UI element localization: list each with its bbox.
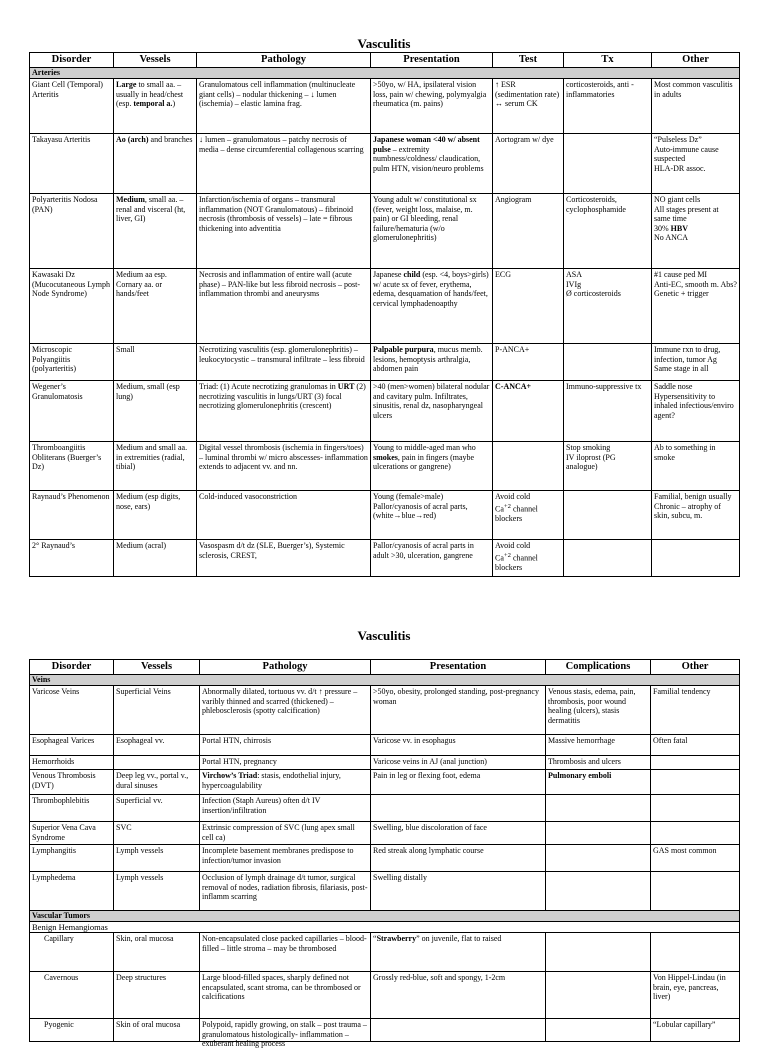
- table-row: [30, 194, 740, 269]
- table-row: [30, 540, 740, 577]
- cell-disorder: Giant Cell (Temporal) Arteritis: [30, 79, 114, 134]
- cell-pathology: Incomplete basement membranes predispose to infection/tumor invasion: [200, 845, 371, 872]
- cell-complications: Thrombosis and ulcers: [546, 756, 651, 770]
- table-row: [30, 269, 740, 344]
- cell-presentation: >50yo, w/ HA, ipsilateral vision loss, pain w/ chewing, polymyalgia rheumatica (m. pains): [371, 79, 493, 134]
- header-vessels: Vessels: [114, 53, 197, 68]
- cell-pathology: Virchow’s Triad: stasis, endothelial injury, hypercoagulability: [200, 770, 371, 795]
- cell-vessels: Medium (esp digits, nose, ears): [114, 491, 197, 540]
- cell-pathology: Granulomatous cell inflammation (multinucleate giant cells) – nodular thickening – ↓ lumen (ischemia) – elastic lamina frag.: [197, 79, 371, 134]
- cell-test: Avoid cold $Ca^{+2}$ channel blockers: [493, 491, 564, 540]
- cell-test: Aortogram w/ dye: [493, 134, 564, 194]
- header-vessels: Vessels: [114, 660, 200, 675]
- section-row-vascular-tumors: [30, 911, 740, 922]
- cell-pathology: Portal HTN, chirrosis: [200, 735, 371, 756]
- cell-disorder: Lymphangitis: [30, 845, 114, 872]
- cell-other: Familial, benign usually Chronic – atrophy of skin, subcu, m.: [652, 491, 740, 540]
- table-row: [30, 795, 740, 822]
- cell-disorder: Hemorrhoids: [30, 756, 114, 770]
- cell-test: ECG: [493, 269, 564, 344]
- cell-vessels: Small: [114, 344, 197, 381]
- cell-other: GAS most common: [651, 845, 740, 872]
- cell-other: [652, 540, 740, 577]
- subsection-row-benign-hemangiomas: [30, 922, 740, 933]
- cell-presentation: Swelling, blue discoloration of face: [371, 822, 546, 845]
- section-label: Arteries: [30, 68, 740, 79]
- cell-other: NO giant cells All stages present at same time 30% HBV No ANCA: [652, 194, 740, 269]
- cell-disorder: Capillary: [30, 933, 114, 972]
- cell-complications: Massive hemorrhage: [546, 735, 651, 756]
- table-row: [30, 686, 740, 735]
- cell-vessels: Medium (acral): [114, 540, 197, 577]
- cell-disorder: Polyarteritis Nodosa (PAN): [30, 194, 114, 269]
- cell-pathology: Digital vessel thrombosis (ischemia in fingers/toes) – luminal thrombi w/ micro abscesses- inflammation extends to adjacent vv. and nn.: [197, 442, 371, 491]
- cell-tx: ASA IVIg Ø corticosteroids: [564, 269, 652, 344]
- cell-pathology: Cold-induced vasoconstriction: [197, 491, 371, 540]
- table-header-row: [30, 53, 740, 68]
- cell-vessels: Large to small aa. – usually in head/chest (esp. temporal a.): [114, 79, 197, 134]
- cell-disorder: Lymphedema: [30, 872, 114, 911]
- cell-presentation: Japanese woman <40 w/ absent pulse – extremity numbness/coldness/ claudication, pulm HTN, vision/neuro problems: [371, 134, 493, 194]
- cell-pathology: Portal HTN, pregnancy: [200, 756, 371, 770]
- cell-vessels: Deep structures: [114, 972, 200, 1019]
- header-complications: Complications: [546, 660, 651, 675]
- cell-disorder: Microscopic Polyangiitis (polyarteritis): [30, 344, 114, 381]
- cell-other: Ab to something in smoke: [652, 442, 740, 491]
- section-label: Veins: [30, 675, 740, 686]
- table-row: [30, 933, 740, 972]
- cell-other: [651, 933, 740, 972]
- cell-disorder: Esophageal Varices: [30, 735, 114, 756]
- cell-presentation: Young (female>male) Pallor/cyanosis of acral parts, (white→blue→red): [371, 491, 493, 540]
- cell-presentation: [371, 795, 546, 822]
- table-row: [30, 491, 740, 540]
- cell-pathology: Extrinsic compression of SVC (lung apex small cell ca): [200, 822, 371, 845]
- cell-disorder: Varicose Veins: [30, 686, 114, 735]
- header-presentation: Presentation: [371, 53, 493, 68]
- table-row: [30, 344, 740, 381]
- cell-pathology: Abnormally dilated, tortuous vv. d/t ↑ pressure – varibly thinned and scarred (thickened) – phlebosclerosis (spotty calcification): [200, 686, 371, 735]
- subsection-label: Benign Hemangiomas: [30, 922, 740, 933]
- cell-presentation: >50yo, obesity, prolonged standing, post-pregnancy woman: [371, 686, 546, 735]
- cell-pathology: Necrosis and inflammation of entire wall (acute phase) – PAN-like but less fibroid necrosis – post-inflammation thrombi and aneurysms: [197, 269, 371, 344]
- cell-pathology: Large blood-filled spaces, sharply defined not encapsulated, scant stroma, can be thrombosed or calcifications: [200, 972, 371, 1019]
- cell-pathology: ↓ lumen – granulomatous – patchy necrosis of media – dense circumferential collagenous scarring: [197, 134, 371, 194]
- cell-complications: [546, 872, 651, 911]
- table-row: [30, 845, 740, 872]
- cell-test: Avoid cold $Ca^{+2}$ channel blockers: [493, 540, 564, 577]
- cell-pathology: Infarction/ischemia of organs – transmural inflammation (NOT Granulomatous) – fibrinoid necrosis (thrombosis of vessels) – late = fibrous thickening into adventitia: [197, 194, 371, 269]
- page-title-arteries: Vasculitis: [357, 36, 411, 51]
- cell-presentation: >40 (men>women) bilateral nodular and cavitary pulm. Infiltrates, sinusitis, renal dz, nasopharyngeal ulcers: [371, 381, 493, 442]
- section-label: Vascular Tumors: [30, 911, 740, 922]
- cell-pathology: Non-encapsulated close packed capillaries – blood-filled – little stroma – may be thrombosed: [200, 933, 371, 972]
- cell-vessels: SVC: [114, 822, 200, 845]
- cell-other: [651, 756, 740, 770]
- header-other: Other: [652, 53, 740, 68]
- cell-tx: Immuno-suppressive tx: [564, 381, 652, 442]
- cell-tx: [564, 491, 652, 540]
- cell-other: Familial tendency: [651, 686, 740, 735]
- cell-presentation: Varicose vv. in esophagus: [371, 735, 546, 756]
- cell-pathology: Polypoid, rapidly growing, on stalk – post trauma – granulomatous histologically- inflammation – exuberant healing process: [200, 1019, 371, 1042]
- cell-vessels: Lymph vessels: [114, 845, 200, 872]
- header-tx: Tx: [564, 53, 652, 68]
- cell-complications: [546, 933, 651, 972]
- cell-tx: Corticosteroids, cyclophosphamide: [564, 194, 652, 269]
- cell-disorder: Wegener’s Granulomatosis: [30, 381, 114, 442]
- cell-presentation: Swelling distally: [371, 872, 546, 911]
- arteries-table: [29, 52, 740, 577]
- cell-other: Often fatal: [651, 735, 740, 756]
- table-row: [30, 872, 740, 911]
- cell-vessels: [114, 756, 200, 770]
- section-row-arteries: [30, 68, 740, 79]
- cell-disorder: Thrombophlebitis: [30, 795, 114, 822]
- cell-complications: [546, 795, 651, 822]
- cell-presentation: Grossly red-blue, soft and spongy, 1-2cm: [371, 972, 546, 1019]
- cell-vessels: Medium aa esp. Cornary aa. or hands/feet: [114, 269, 197, 344]
- cell-vessels: Skin of oral mucosa: [114, 1019, 200, 1042]
- cell-complications: [546, 1019, 651, 1042]
- cell-disorder: Takayasu Arteritis: [30, 134, 114, 194]
- cell-test: Angiogram: [493, 194, 564, 269]
- cell-vessels: Skin, oral mucosa: [114, 933, 200, 972]
- header-disorder: Disorder: [30, 53, 114, 68]
- cell-tx: Stop smoking IV iloprost (PG analogue): [564, 442, 652, 491]
- header-disorder: Disorder: [30, 660, 114, 675]
- cell-disorder: Raynaud’s Phenomenon: [30, 491, 114, 540]
- cell-disorder: 2° Raynaud’s: [30, 540, 114, 577]
- cell-tx: [564, 540, 652, 577]
- cell-vessels: Medium, small (esp lung): [114, 381, 197, 442]
- cell-complications: Pulmonary emboli: [546, 770, 651, 795]
- cell-disorder: Venous Thrombosis (DVT): [30, 770, 114, 795]
- cell-other: Immune rxn to drug, infection, tumor Ag Same stage in all: [652, 344, 740, 381]
- cell-tx: corticosteroids, anti - inflammatories: [564, 79, 652, 134]
- cell-other: [651, 872, 740, 911]
- cell-other: “Pulseless Dz” Auto-immune cause suspected HLA-DR assoc.: [652, 134, 740, 194]
- table-header-row: [30, 660, 740, 675]
- cell-vessels: Deep leg vv., portal v., dural sinuses: [114, 770, 200, 795]
- cell-disorder: Cavernous: [30, 972, 114, 1019]
- cell-disorder: Superior Vena Cava Syndrome: [30, 822, 114, 845]
- header-presentation: Presentation: [371, 660, 546, 675]
- cell-test: P-ANCA+: [493, 344, 564, 381]
- cell-presentation: [371, 1019, 546, 1042]
- header-test: Test: [493, 53, 564, 68]
- table-row: [30, 770, 740, 795]
- table-row: [30, 735, 740, 756]
- table-row: [30, 134, 740, 194]
- veins-table: [29, 659, 740, 1049]
- cell-presentation: “Strawberry” on juvenile, flat to raised: [371, 933, 546, 972]
- cell-other: “Lobular capillary”: [651, 1019, 740, 1042]
- cell-pathology: Infection (Staph Aureus) often d/t IV insertion/infiltration: [200, 795, 371, 822]
- cell-disorder: Kawasaki Dz (Mucocutaneous Lymph Node Syndrome): [30, 269, 114, 344]
- cell-vessels: Ao (arch) and branches: [114, 134, 197, 194]
- cell-disorder: Thromboangiitis Obliterans (Buerger’s Dz): [30, 442, 114, 491]
- cell-complications: [546, 972, 651, 1019]
- cell-other: [651, 795, 740, 822]
- table-row: [30, 79, 740, 134]
- header-pathology: Pathology: [200, 660, 371, 675]
- cell-vessels: Medium, small aa. – renal and visceral (ht, liver, GI): [114, 194, 197, 269]
- table-row: [30, 381, 740, 442]
- cell-disorder: Pyogenic: [30, 1019, 114, 1042]
- cell-presentation: Japanese child (esp. <4, boys>girls) w/ acute sx of fever, erythema, edema, desquamation of hands/feet, cervical lymphadenoapthy: [371, 269, 493, 344]
- cell-vessels: Superficial vv.: [114, 795, 200, 822]
- table-row: [30, 756, 740, 770]
- cell-presentation: Varicose veins in AJ (anal junction): [371, 756, 546, 770]
- cell-presentation: Palpable purpura, mucus memb. lesions, hemoptysis arthralgia, abdomen pain: [371, 344, 493, 381]
- cell-pathology: Vasospasm d/t dz (SLE, Buerger’s), Systemic sclerosis, CREST,: [197, 540, 371, 577]
- cell-other: Most common vasculitis in adults: [652, 79, 740, 134]
- cell-other: [651, 822, 740, 845]
- header-other: Other: [651, 660, 740, 675]
- cell-other: Von Hippel-Lindau (in brain, eye, pancreas, liver): [651, 972, 740, 1019]
- table-row: [30, 822, 740, 845]
- cell-complications: Venous stasis, edema, pain, thrombosis, poor wound healing (ulcers), stasis dermatitis: [546, 686, 651, 735]
- cell-complications: [546, 822, 651, 845]
- cell-pathology: Triad: (1) Acute necrotizing granulomas in URT (2) necrotizing vasculitis in lungs/URT (3) focal necrotizing glomerulonephritis (crescent): [197, 381, 371, 442]
- cell-test: ↑ ESR (sedimentation rate) ↔ serum CK: [493, 79, 564, 134]
- cell-presentation: Young to middle-aged man who smokes, pain in fingers (maybe ulcerations or gangrene): [371, 442, 493, 491]
- cell-other: #1 cause ped MI Anti-EC, smooth m. Abs? Genetic + trigger: [652, 269, 740, 344]
- cell-vessels: Superficial Veins: [114, 686, 200, 735]
- page-title-veins: Vasculitis: [357, 628, 411, 643]
- cell-test: C-ANCA+: [493, 381, 564, 442]
- cell-tx: [564, 344, 652, 381]
- cell-complications: [546, 845, 651, 872]
- cell-presentation: Red streak along lymphatic course: [371, 845, 546, 872]
- cell-presentation: Young adult w/ constitutional sx (fever, weight loss, malaise, m. pain) or GI bleeding, renal failure/hematuria (w/o glomerulonephritis): [371, 194, 493, 269]
- cell-tx: [564, 134, 652, 194]
- section-row-veins: [30, 675, 740, 686]
- cell-vessels: Esophageal vv.: [114, 735, 200, 756]
- table-row: [30, 972, 740, 1019]
- cell-pathology: Occlusion of lymph drainage d/t tumor, surgical removal of nodes, radiation fibrosis, filariasis, post-inflamm scarring: [200, 872, 371, 911]
- cell-presentation: Pain in leg or flexing foot, edema: [371, 770, 546, 795]
- cell-test: [493, 442, 564, 491]
- cell-presentation: Pallor/cyanosis of acral parts in adult >30, ulceration, gangrene: [371, 540, 493, 577]
- cell-other: [651, 770, 740, 795]
- header-pathology: Pathology: [197, 53, 371, 68]
- table-row: [30, 442, 740, 491]
- cell-other: Saddle nose Hypersensitivity to inhaled infectious/enviro agent?: [652, 381, 740, 442]
- cell-pathology: Necrotizing vasculitis (esp. glomerulonephritis) – leukocytocystic – transmural infiltrate – less fibroid: [197, 344, 371, 381]
- table-row: [30, 1019, 740, 1042]
- cell-vessels: Lymph vessels: [114, 872, 200, 911]
- cell-vessels: Medium and small aa. in extremities (radial, tibial): [114, 442, 197, 491]
